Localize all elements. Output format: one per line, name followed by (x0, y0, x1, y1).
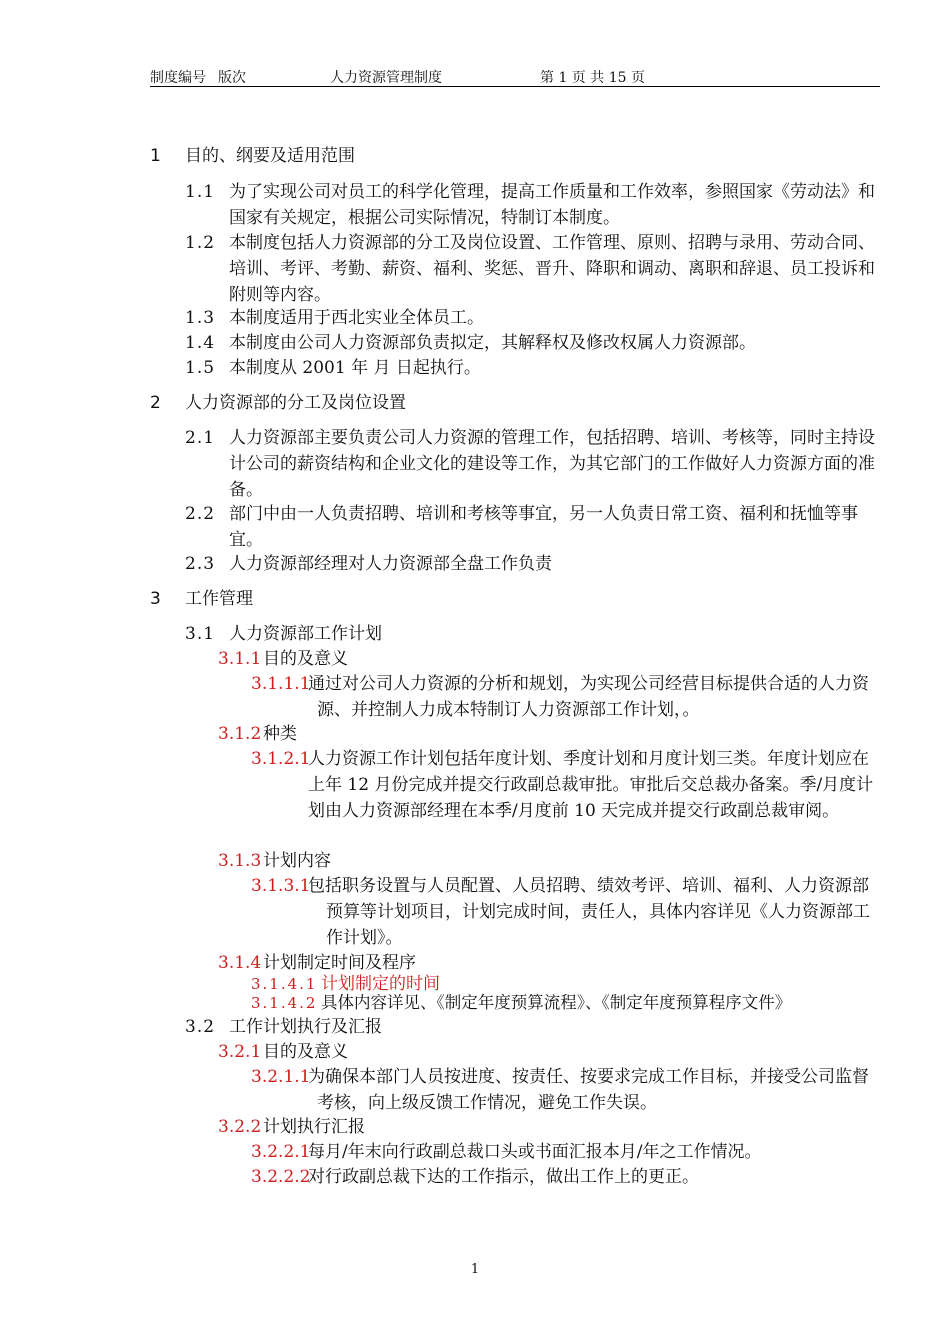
clause-text: 计划执行汇报 (263, 1117, 365, 1137)
clause-text: 具体内容详见、《制定年度预算流程》、《制定年度预算程序文件》 (321, 993, 792, 1012)
clause-text: 为确保本部门人员按进度、按责任、按要求完成工作目标，并接受公司监督考核，向上级反馈工作情况，避免工作失误。 (308, 1067, 869, 1113)
page-info: 第 1 页 共 15 页 (540, 70, 645, 86)
clause-number: 3.1.1.1 (251, 674, 311, 694)
header-divider (150, 86, 880, 87)
clause-number: 1.1 (185, 182, 216, 202)
clause-number: 3.2.2.1 (251, 1142, 311, 1162)
clause-number: 3.2.1 (218, 1042, 262, 1062)
clause-text: 计划制定时间及程序 (263, 953, 416, 973)
clause-number: 2.1 (185, 428, 216, 448)
clause-text: 本制度适用于西北实业全体员工。 (229, 308, 484, 328)
clause-3-1 (185, 621, 880, 647)
clause-text: 通过对公司人力资源的分析和规划，为实现公司经营目标提供合适的人力资源、并控制人力成本特制订人力资源部工作计划，。 (308, 674, 869, 720)
clause-3-1-1 (218, 646, 880, 672)
clause-3-1-4-2 (251, 992, 880, 1014)
clause-number: 3.2.1.1 (251, 1067, 311, 1087)
clause-number: 2.2 (185, 504, 216, 524)
clause-2-1 (185, 425, 880, 503)
clause-number: 3.1.4.2 (251, 994, 318, 1012)
header-title: 人力资源管理制度 (330, 70, 442, 86)
clause-3-2-1 (218, 1039, 880, 1065)
clause-number: 1.3 (185, 308, 216, 328)
clause-number: 3.1.2.1 (251, 749, 311, 769)
section-title: 目的、纲要及适用范围 (185, 146, 355, 166)
clause-text: 部门中由一人负责招聘、培训和考核等事宜，另一人负责日常工资、福利和抚恤等事宜。 (229, 504, 858, 550)
clause-text: 人力资源部工作计划 (229, 624, 382, 644)
section-number: 3 (150, 589, 161, 609)
clause-number: 3.1.4 (218, 953, 262, 973)
clause-3-2-1-1 (251, 1064, 880, 1116)
clause-text: 包括职务设置与人员配置、人员招聘、绩效考评、培训、福利、人力资源部预算等计划项目，计划完成时间，责任人，具体内容详见《人力资源部工作计划》。 (308, 876, 870, 948)
clause-1-5 (185, 355, 880, 381)
clause-3-1-2 (218, 721, 880, 747)
clause-1-2 (185, 230, 880, 308)
clause-3-2-2-1 (251, 1139, 880, 1165)
clause-text: 本制度包括人力资源部的分工及岗位设置、工作管理、原则、招聘与录用、劳动合同、培训、考评、考勤、薪资、福利、奖惩、晋升、降职和调动、离职和辞退、员工投诉和附则等内容。 (229, 233, 875, 305)
clause-text: 为了实现公司对员工的科学化管理，提高工作质量和工作效率，参照国家《劳动法》和国家有关规定，根据公司实际情况，特制订本制度。 (229, 182, 875, 228)
clause-3-1-3-1 (251, 873, 880, 951)
section-2-heading (150, 390, 880, 416)
clause-3-2-2 (218, 1114, 880, 1140)
clause-number: 1.5 (185, 358, 216, 378)
clause-number: 3.1.3.1 (251, 876, 311, 896)
clause-3-1-3 (218, 848, 880, 874)
clause-number: 3.1.4.1 (251, 975, 318, 993)
clause-2-2 (185, 501, 880, 553)
clause-number: 2.3 (185, 554, 216, 574)
section-3-heading (150, 586, 880, 612)
clause-text: 目的及意义 (263, 1042, 348, 1062)
doc-no-label: 制度编号 (150, 70, 206, 86)
version-label: 版次 (218, 70, 246, 86)
section-title: 人力资源部的分工及岗位设置 (185, 393, 406, 413)
clause-text: 目的及意义 (263, 649, 348, 669)
clause-text: 本制度从 2001 年 月 日起执行。 (229, 358, 481, 378)
clause-3-2 (185, 1014, 880, 1040)
clause-text: 本制度由公司人力资源部负责拟定，其解释权及修改权属人力资源部。 (229, 333, 756, 353)
clause-number: 1.2 (185, 233, 216, 253)
page-number: 1 (470, 1262, 480, 1277)
section-number: 2 (150, 393, 161, 413)
clause-2-3 (185, 551, 880, 577)
section-title: 工作管理 (185, 589, 253, 609)
clause-number: 3.1.3 (218, 851, 262, 871)
clause-text: 种类 (263, 724, 297, 744)
clause-text: 计划内容 (263, 851, 331, 871)
clause-1-1 (185, 179, 880, 231)
clause-text: 人力资源部主要负责公司人力资源的管理工作，包括招聘、培训、考核等，同时主持设计公司的薪资结构和企业文化的建设等工作，为其它部门的工作做好人力资源方面的准备。 (229, 428, 875, 500)
clause-text: 对行政副总裁下达的工作指示，做出工作上的更正。 (308, 1167, 699, 1187)
clause-number: 3.1 (185, 624, 216, 644)
clause-1-4 (185, 330, 880, 356)
section-number: 1 (150, 146, 161, 166)
clause-text: 计划制定的时间 (321, 974, 440, 994)
clause-number: 3.1.1 (218, 649, 262, 669)
clause-3-1-1-1 (251, 671, 880, 723)
clause-number: 3.2.2 (218, 1117, 262, 1137)
clause-3-2-2-2 (251, 1164, 880, 1190)
clause-text: 每月/年末向行政副总裁口头或书面汇报本月/年之工作情况。 (308, 1142, 762, 1162)
clause-text: 人力资源工作计划包括年度计划、季度计划和月度计划三类。年度计划应在上年 12 月份完成并提交行政副总裁审批。审批后交总裁办备案。季/月度计划由人力资源部经理在本季/月度前 10 天完成并提交行政副总裁审阅。 (308, 749, 874, 821)
clause-text: 工作计划执行及汇报 (229, 1017, 382, 1037)
clause-number: 1.4 (185, 333, 216, 353)
section-1-heading (150, 143, 880, 169)
clause-number: 3.2 (185, 1017, 216, 1037)
clause-number: 3.2.2.2 (251, 1167, 311, 1187)
clause-number: 3.1.2 (218, 724, 262, 744)
clause-1-3 (185, 305, 880, 331)
clause-text: 人力资源部经理对人力资源部全盘工作负责 (229, 554, 552, 574)
clause-3-1-2-1 (251, 746, 880, 824)
